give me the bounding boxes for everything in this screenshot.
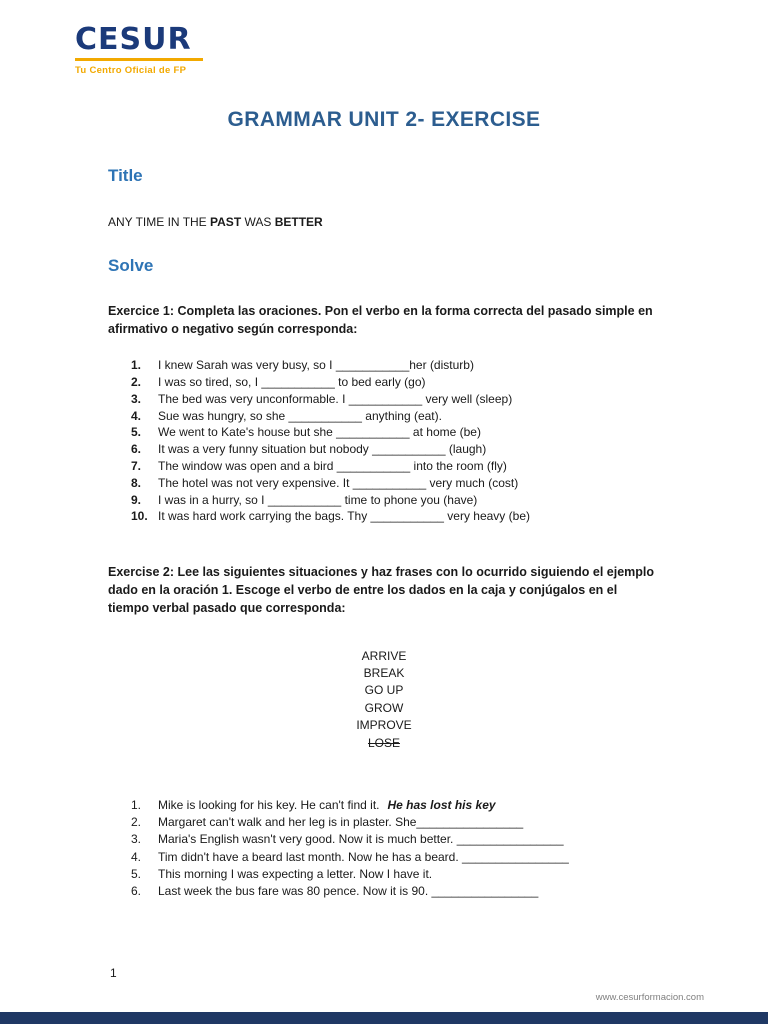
item-text: It was a very funny situation but nobody ___________ (laugh) bbox=[158, 442, 487, 457]
section-heading-title: Title bbox=[108, 166, 143, 185]
item-number: 2. bbox=[131, 375, 142, 390]
item-text: I knew Sarah was very busy, so I ___________her (disturb) bbox=[158, 358, 474, 373]
exercise1-item bbox=[131, 441, 660, 458]
footer-url: www.cesurformacion.com bbox=[595, 992, 704, 1003]
exercise2-item bbox=[131, 883, 660, 900]
exercise1-intro: Exercice 1: Completa las oraciones. Pon el verbo en la forma correcta del pasado simple en afirmativo o negativo según corresponda: bbox=[108, 304, 653, 337]
item-text: Last week the bus fare was 80 pence. Now it is 90. ________________ bbox=[158, 884, 539, 899]
exercise1-item bbox=[131, 475, 660, 492]
logo-tagline: Tu Centro Oficial de FP bbox=[75, 65, 187, 76]
exercise2-item bbox=[131, 866, 660, 883]
page-number: 1 bbox=[110, 966, 117, 980]
subtitle-seg1: ANY TIME IN THE bbox=[108, 215, 211, 229]
word-option: IMPROVE bbox=[356, 718, 412, 733]
logo-wordmark: CESUR bbox=[75, 22, 192, 57]
item-text: The hotel was not very expensive. It ___________ very much (cost) bbox=[158, 475, 519, 490]
exercise2-item bbox=[131, 797, 660, 814]
item-number: 7. bbox=[131, 459, 142, 474]
item-number: 1. bbox=[131, 358, 142, 373]
item-number: 8. bbox=[131, 475, 142, 490]
exercise2-list bbox=[108, 797, 660, 900]
word-option: ARRIVE bbox=[361, 648, 407, 663]
exercise2-intro: Exercise 2: Lee las siguientes situaciones y haz frases con lo ocurrido siguiendo el ejemplo dado en la oración 1. Escoge el verbo de entre los dados en la caja y conjúgalos en el tiempo verbal pasado que corresponda: bbox=[108, 565, 655, 616]
cesur-logo bbox=[75, 24, 215, 76]
exercise1-item bbox=[131, 357, 660, 374]
item-sentence: Mike is looking for his key. He can't find it. bbox=[158, 798, 380, 813]
footer-bar bbox=[0, 1012, 768, 1024]
item-number: 6. bbox=[131, 442, 142, 457]
page-title: GRAMMAR UNIT 2- EXERCISE bbox=[227, 108, 541, 131]
exercise1-item bbox=[131, 391, 660, 408]
item-text: We went to Kate's house but she ___________ at home (be) bbox=[158, 425, 481, 440]
exercise-subtitle bbox=[108, 215, 660, 229]
word-option: BREAK bbox=[363, 666, 405, 680]
item-number: 4. bbox=[131, 849, 142, 864]
item-text: I was so tired, so, I ___________ to bed early (go) bbox=[158, 375, 426, 390]
subtitle-seg3: WAS bbox=[241, 215, 275, 229]
item-text: Margaret can't walk and her leg is in plaster. She________________ bbox=[158, 815, 524, 830]
item-example-answer: He has lost his key bbox=[387, 798, 496, 813]
exercise2-word-box bbox=[108, 648, 660, 752]
item-number: 1. bbox=[131, 798, 142, 813]
item-number: 5. bbox=[131, 425, 142, 440]
item-text bbox=[158, 797, 496, 814]
item-text: I was in a hurry, so I ___________ time to phone you (have) bbox=[158, 492, 478, 507]
exercise1-item bbox=[131, 408, 660, 425]
subtitle-seg4: BETTER bbox=[274, 215, 323, 229]
exercise1-list bbox=[108, 357, 660, 525]
exercise2-item bbox=[131, 849, 660, 866]
item-number: 10. bbox=[131, 509, 148, 524]
exercise1-item bbox=[131, 492, 660, 509]
word-option: GO UP bbox=[364, 683, 404, 698]
exercise2-item bbox=[131, 831, 660, 848]
item-number: 4. bbox=[131, 408, 142, 423]
item-number: 9. bbox=[131, 492, 142, 507]
item-number: 3. bbox=[131, 832, 142, 847]
item-text: The bed was very unconformable. I ___________ very well (sleep) bbox=[158, 391, 513, 406]
item-text: The window was open and a bird ___________ into the room (fly) bbox=[158, 459, 507, 474]
item-number: 5. bbox=[131, 866, 142, 881]
word-option-struck: LOSE bbox=[367, 735, 400, 750]
item-text: Maria's English wasn't very good. Now it is much better. ________________ bbox=[158, 832, 564, 847]
item-text: It was hard work carrying the bags. Thy ___________ very heavy (be) bbox=[158, 509, 530, 524]
logo-underline bbox=[75, 58, 203, 61]
item-number: 6. bbox=[131, 884, 142, 899]
document-content bbox=[0, 166, 768, 900]
item-number: 2. bbox=[131, 815, 142, 830]
exercise1-item bbox=[131, 424, 660, 441]
exercise2-item bbox=[131, 814, 660, 831]
item-text: Tim didn't have a beard last month. Now he has a beard. ________________ bbox=[158, 849, 569, 864]
section-heading-solve: Solve bbox=[108, 256, 154, 275]
item-text: This morning I was expecting a letter. Now I have it. bbox=[158, 866, 433, 881]
exercise1-item bbox=[131, 508, 660, 525]
item-text: Sue was hungry, so she ___________ anything (eat). bbox=[158, 408, 442, 423]
exercise1-item bbox=[131, 458, 660, 475]
subtitle-seg2: PAST bbox=[210, 215, 242, 229]
word-option: GROW bbox=[364, 700, 404, 715]
item-number: 3. bbox=[131, 391, 142, 406]
exercise1-item bbox=[131, 374, 660, 391]
